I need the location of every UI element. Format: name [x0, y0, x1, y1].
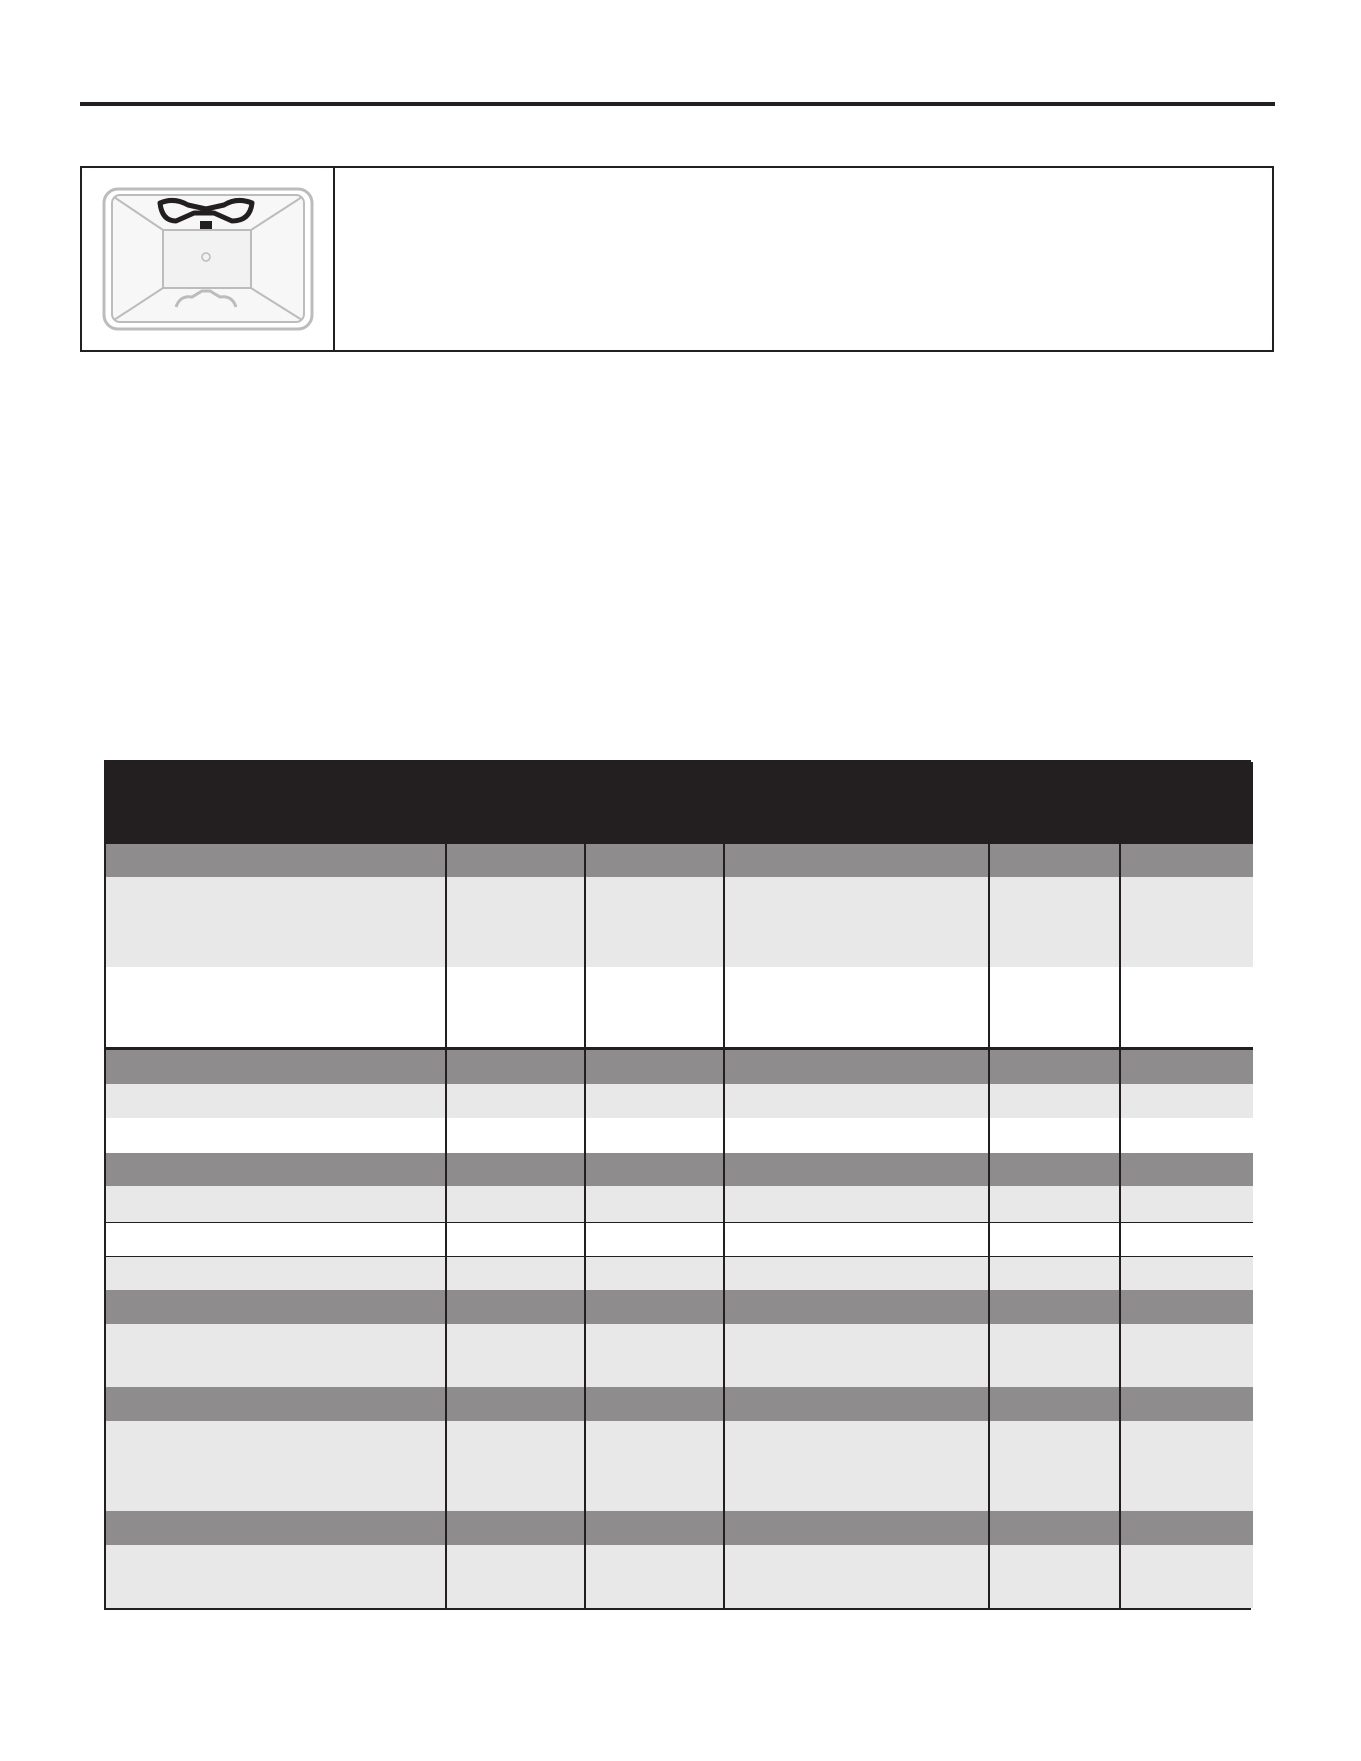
header-cell [106, 762, 446, 844]
table-row [106, 1084, 1253, 1118]
table-row [106, 1257, 1253, 1291]
table-row [106, 1186, 1253, 1223]
cooking-guide-table [104, 760, 1251, 1610]
table-row [106, 1387, 1253, 1421]
table-row [106, 1153, 1253, 1187]
header-cell [446, 762, 585, 844]
table-header-row [106, 762, 1253, 844]
table-row [106, 967, 1253, 1049]
header-cell [724, 762, 989, 844]
table-row [106, 1223, 1253, 1257]
header-cell [585, 762, 724, 844]
info-box [80, 166, 1274, 352]
info-text-cell [335, 168, 1272, 350]
info-icon-cell [82, 168, 335, 350]
oven-top-heat-icon [102, 187, 314, 331]
top-rule [80, 102, 1275, 106]
table-row [106, 1118, 1253, 1153]
table-row [106, 844, 1253, 878]
header-cell [989, 762, 1253, 844]
table-row [106, 877, 1253, 967]
table-row [106, 1545, 1253, 1608]
table-row [106, 1511, 1253, 1545]
table-row [106, 1421, 1253, 1511]
table-row [106, 1290, 1253, 1324]
table-row [106, 1324, 1253, 1387]
table-row [106, 1049, 1253, 1084]
